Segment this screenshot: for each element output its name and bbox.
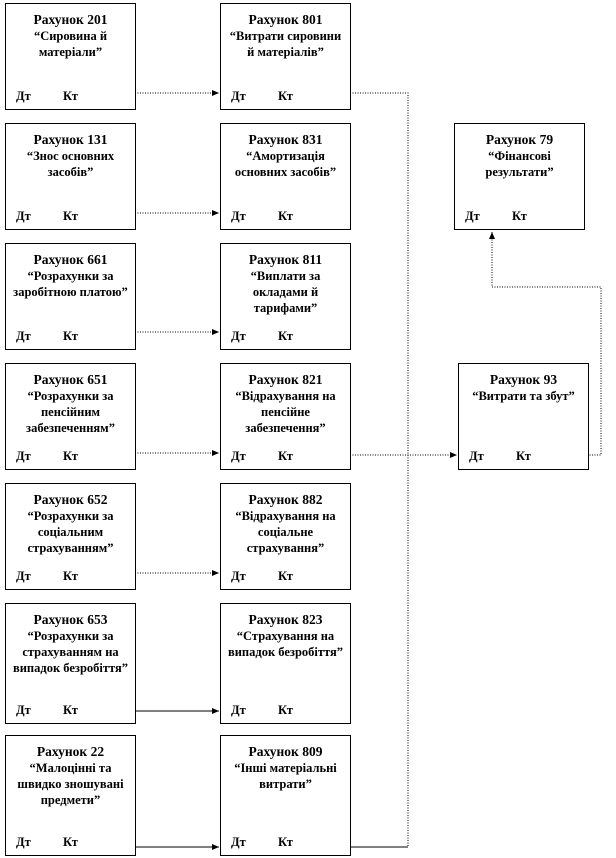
account-title: Рахунок 809 [248, 744, 323, 759]
account-93-box [458, 363, 589, 470]
account-651-box [5, 363, 136, 470]
credit-label: Кт [63, 703, 78, 717]
account-description: “Страхування на випадок безробіття” [227, 629, 343, 659]
debit-label: Дт [16, 835, 31, 849]
credit-label: Кт [63, 449, 78, 463]
account-description: “Розрахунки за страхуванням на випадок безробіття” [12, 629, 128, 675]
account-description: “Фінансові результати” [485, 149, 554, 179]
account-title: Рахунок 131 [33, 132, 108, 147]
account-description: “Амортизація основних засобів” [234, 149, 337, 179]
account-title: Рахунок 882 [248, 492, 323, 507]
credit-label: Кт [278, 835, 293, 849]
account-823-box [220, 603, 351, 724]
credit-label: Кт [63, 569, 78, 583]
debit-label: Дт [231, 835, 246, 849]
account-description: “Витрати та збут” [472, 389, 575, 403]
debit-label: Дт [465, 209, 480, 223]
account-description: “Розрахунки за пенсійним забезпеченням” [26, 389, 115, 435]
credit-label: Кт [516, 449, 531, 463]
credit-label: Кт [278, 703, 293, 717]
credit-label: Кт [278, 329, 293, 343]
account-title: Рахунок 652 [33, 492, 108, 507]
credit-label: Кт [512, 209, 527, 223]
account-description: “Сировина й матеріали” [33, 29, 108, 59]
account-description: “Малоцінні та швидко зношувані предмети” [17, 761, 124, 807]
credit-label: Кт [63, 329, 78, 343]
account-title: Рахунок 823 [248, 612, 323, 627]
account-title: Рахунок 831 [248, 132, 323, 147]
account-131-box [5, 123, 136, 230]
account-description: “Відрахування на пенсійне забезпечення” [235, 389, 336, 435]
account-652-box [5, 483, 136, 590]
account-809-box [220, 735, 351, 856]
account-79-box [454, 123, 585, 230]
account-title: Рахунок 93 [489, 372, 558, 387]
debit-label: Дт [16, 329, 31, 343]
account-description: “Витрати сировини й матеріалів” [229, 29, 342, 59]
account-821-box [220, 363, 351, 470]
debit-label: Дт [231, 569, 246, 583]
credit-label: Кт [63, 209, 78, 223]
debit-label: Дт [231, 89, 246, 103]
debit-label: Дт [231, 329, 246, 343]
account-title: Рахунок 79 [485, 132, 554, 147]
debit-label: Дт [16, 569, 31, 583]
debit-label: Дт [231, 209, 246, 223]
account-22-box [5, 735, 136, 856]
account-title: Рахунок 201 [33, 12, 108, 27]
debit-label: Дт [231, 703, 246, 717]
account-653-box [5, 603, 136, 724]
debit-label: Дт [16, 449, 31, 463]
credit-label: Кт [63, 89, 78, 103]
credit-label: Кт [278, 449, 293, 463]
bus-801 [350, 93, 408, 847]
account-description: “Знос основних засобів” [26, 149, 115, 179]
account-description: “Відрахування на соціальне страхування” [235, 509, 336, 555]
account-title: Рахунок 821 [248, 372, 323, 387]
account-title: Рахунок 651 [33, 372, 108, 387]
credit-label: Кт [63, 835, 78, 849]
account-description: “Розрахунки за заробітною платою” [13, 269, 128, 299]
account-201-box [5, 3, 136, 110]
account-801-box [220, 3, 351, 110]
account-811-box [220, 243, 351, 350]
account-description: “Виплати за окладами й тарифами” [250, 269, 321, 315]
account-description: “Розрахунки за соціальним страхуванням” [27, 509, 114, 555]
debit-label: Дт [16, 703, 31, 717]
account-882-box [220, 483, 351, 590]
account-title: Рахунок 801 [248, 12, 323, 27]
debit-label: Дт [16, 209, 31, 223]
debit-label: Дт [469, 449, 484, 463]
credit-label: Кт [278, 89, 293, 103]
debit-label: Дт [16, 89, 31, 103]
account-description: “Інші матеріальні витрати” [234, 761, 337, 791]
account-title: Рахунок 22 [36, 744, 105, 759]
account-title: Рахунок 661 [33, 252, 108, 267]
credit-label: Кт [278, 569, 293, 583]
account-title: Рахунок 653 [33, 612, 108, 627]
account-831-box [220, 123, 351, 230]
account-661-box [5, 243, 136, 350]
credit-label: Кт [278, 209, 293, 223]
account-title: Рахунок 811 [248, 252, 323, 267]
debit-label: Дт [231, 449, 246, 463]
